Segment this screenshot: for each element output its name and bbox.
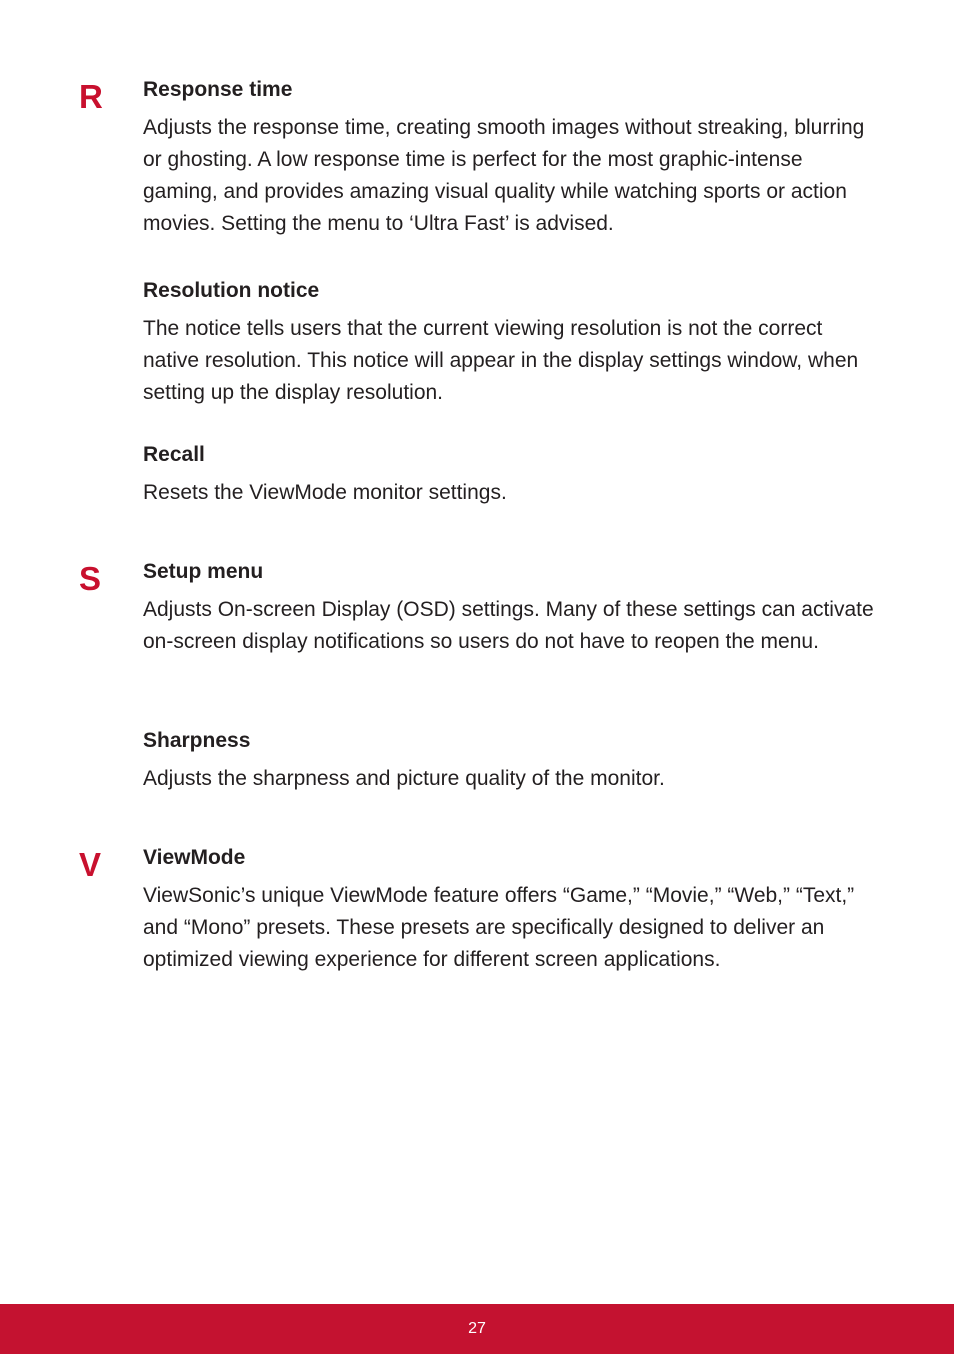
section-letter-s: S xyxy=(79,560,102,597)
entry-term: ViewMode xyxy=(143,846,246,869)
page-footer-bar xyxy=(0,1304,954,1354)
section-letter-r: R xyxy=(79,78,103,115)
glossary-entry-response-time xyxy=(143,78,883,240)
entry-description: Adjusts On-screen Display (OSD) settings. Many of these settings can activate on-screen display notifications so users do not have to reopen the menu. xyxy=(143,598,874,653)
glossary-entry-setup-menu xyxy=(143,560,883,658)
entry-term: Response time xyxy=(143,78,293,101)
entry-term: Setup menu xyxy=(143,560,264,583)
glossary-entry-recall xyxy=(143,443,883,509)
glossary-entry-resolution-notice xyxy=(143,279,883,409)
entry-term: Resolution notice xyxy=(143,279,320,302)
entry-description: The notice tells users that the current viewing resolution is not the correct native resolution. This notice will appear in the display settings window, when setting up the display resolution. xyxy=(143,317,859,404)
section-letter-v: V xyxy=(79,846,102,883)
entry-description: Adjusts the sharpness and picture quality of the monitor. xyxy=(143,767,665,790)
entry-term: Sharpness xyxy=(143,729,251,752)
glossary-entry-viewmode xyxy=(143,846,883,976)
entry-description: Resets the ViewMode monitor settings. xyxy=(143,481,507,504)
entry-term: Recall xyxy=(143,443,205,466)
page-number: 27 xyxy=(468,1320,486,1337)
entry-description: ViewSonic’s unique ViewMode feature offers “Game,” “Movie,” “Web,” “Text,” and “Mono” presets. These presets are specifically designed to deliver an optimized viewing experience for different screen applications. xyxy=(143,884,855,971)
glossary-entry-sharpness xyxy=(143,729,883,795)
entry-description: Adjusts the response time, creating smooth images without streaking, blurring or ghosting. A low response time is perfect for the most graphic-intense gaming, and provides amazing visual quality while watching sports or action movies. Setting the menu to ‘Ultra Fast’ is advised. xyxy=(143,116,865,235)
